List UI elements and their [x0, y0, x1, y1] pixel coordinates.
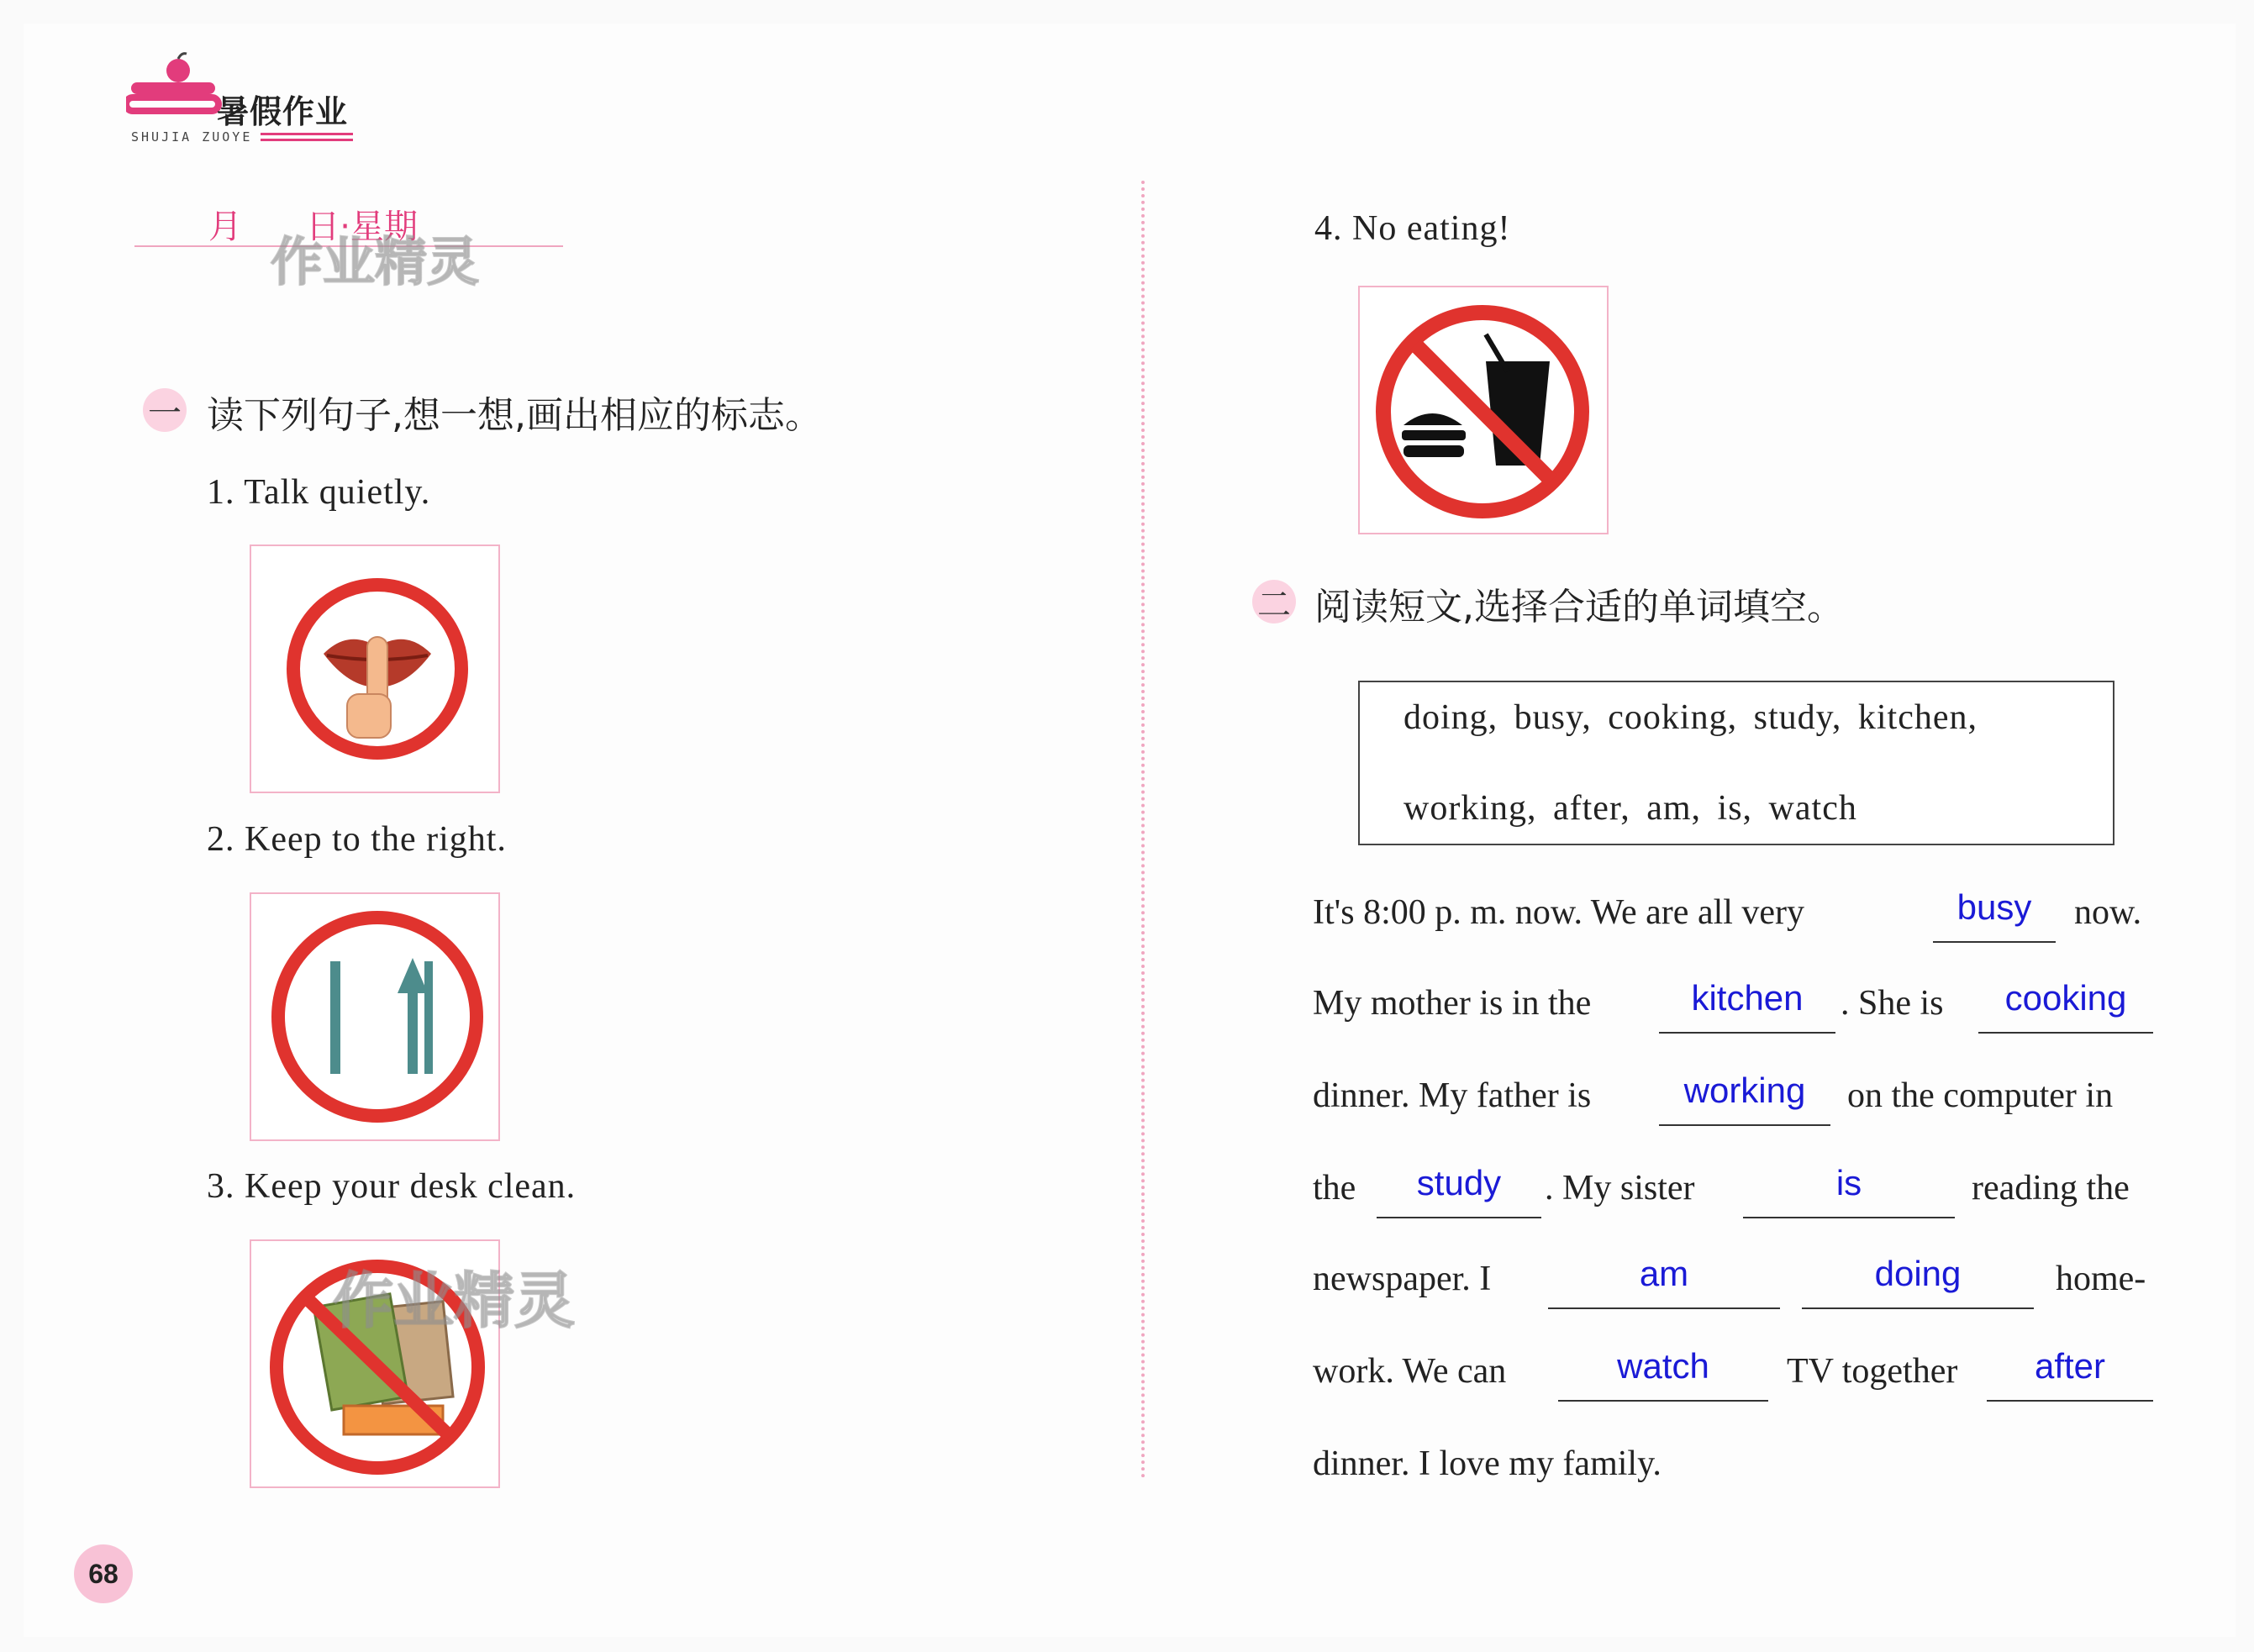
sign-box-2 [250, 892, 500, 1141]
answer-text: after [2034, 1346, 2106, 1386]
answer-blank[interactable] [1933, 887, 2056, 943]
sign-box-1 [250, 545, 500, 793]
passage-row [1313, 1071, 2153, 1126]
word-bank [1358, 681, 2114, 845]
passage-text: work. We can [1313, 1352, 1507, 1391]
answer-text: kitchen [1691, 978, 1804, 1018]
passage-text: newspaper. I [1313, 1260, 1492, 1298]
no-eating-sign-icon [1360, 287, 1607, 533]
passage-text: dinner. I love my family. [1313, 1444, 1662, 1483]
answer-text: busy [1956, 887, 2032, 927]
answer-text: is [1835, 1163, 1862, 1202]
passage-row [1313, 978, 2153, 1034]
section-badge-2: 二 [1252, 580, 1296, 623]
logo-subtitle: SHUJIA ZUOYE [131, 129, 253, 145]
section-badge-1: 一 [143, 388, 187, 432]
quiet-sign-icon [251, 546, 498, 792]
answer-blank[interactable] [1558, 1346, 1768, 1402]
passage-text: It's 8:00 p. m. now. We are all very [1313, 893, 1805, 932]
passage-text: dinner. My father is [1313, 1076, 1592, 1115]
book-apple-icon [126, 52, 227, 128]
answer-text: watch [1617, 1346, 1709, 1386]
logo [126, 52, 361, 145]
word-bank-line-2: working, after, am, is, watch [1403, 789, 1857, 828]
answer-blank[interactable] [1659, 1071, 1830, 1126]
passage [1313, 887, 2153, 1497]
passage-text: now. [2074, 893, 2142, 932]
section-title-1: 读下列句子,想一想,画出相应的标志。 [207, 394, 822, 437]
keep-right-sign-icon [251, 894, 498, 1139]
passage-row [1313, 1346, 2153, 1402]
section-title-2: 阅读短文,选择合适的单词填空。 [1314, 586, 1844, 629]
answer-blank[interactable] [1987, 1346, 2153, 1402]
question-3: 3. Keep your desk clean. [207, 1167, 577, 1206]
question-1: 1. Talk quietly. [207, 473, 431, 512]
answer-blank[interactable] [1802, 1254, 2034, 1309]
answer-blank[interactable] [1978, 978, 2153, 1034]
page-number: 68 [74, 1544, 133, 1603]
watermark-2: 作业精灵 [333, 1265, 576, 1336]
answer-text: study [1416, 1163, 1502, 1202]
answer-blank[interactable] [1377, 1163, 1541, 1218]
passage-text: the [1313, 1169, 1356, 1207]
passage-text: TV together [1787, 1352, 1958, 1391]
date-line: 月 日·星期 [208, 208, 419, 246]
question-2: 2. Keep to the right. [207, 820, 507, 859]
passage-text: home- [2056, 1260, 2146, 1298]
passage-text: . My sister [1545, 1169, 1695, 1207]
answer-blank[interactable] [1743, 1163, 1955, 1218]
sign-box-4 [1358, 286, 1609, 534]
passage-text: reading the [1972, 1169, 2130, 1207]
page-divider [1141, 181, 1145, 1479]
answer-blank[interactable] [1548, 1254, 1780, 1309]
answer-text: am [1639, 1254, 1689, 1293]
passage-row [1313, 1444, 2153, 1494]
passage-text: on the computer in [1847, 1076, 2114, 1115]
answer-text: doing [1874, 1254, 1962, 1293]
passage-row [1313, 1163, 2153, 1218]
word-bank-line-1: doing, busy, cooking, study, kitchen, [1403, 698, 1978, 737]
passage-row [1313, 1254, 2153, 1309]
answer-text: working [1683, 1071, 1806, 1110]
logo-underline [261, 133, 353, 141]
logo-title: 暑假作业 [217, 93, 349, 130]
question-4: 4. No eating! [1314, 209, 1511, 248]
passage-text: My mother is in the [1313, 984, 1592, 1023]
answer-blank[interactable] [1659, 978, 1835, 1034]
passage-text: . She is [1841, 984, 1944, 1023]
passage-row [1313, 887, 2153, 943]
answer-text: cooking [2004, 978, 2127, 1018]
watermark: 作业精灵 [271, 231, 480, 292]
